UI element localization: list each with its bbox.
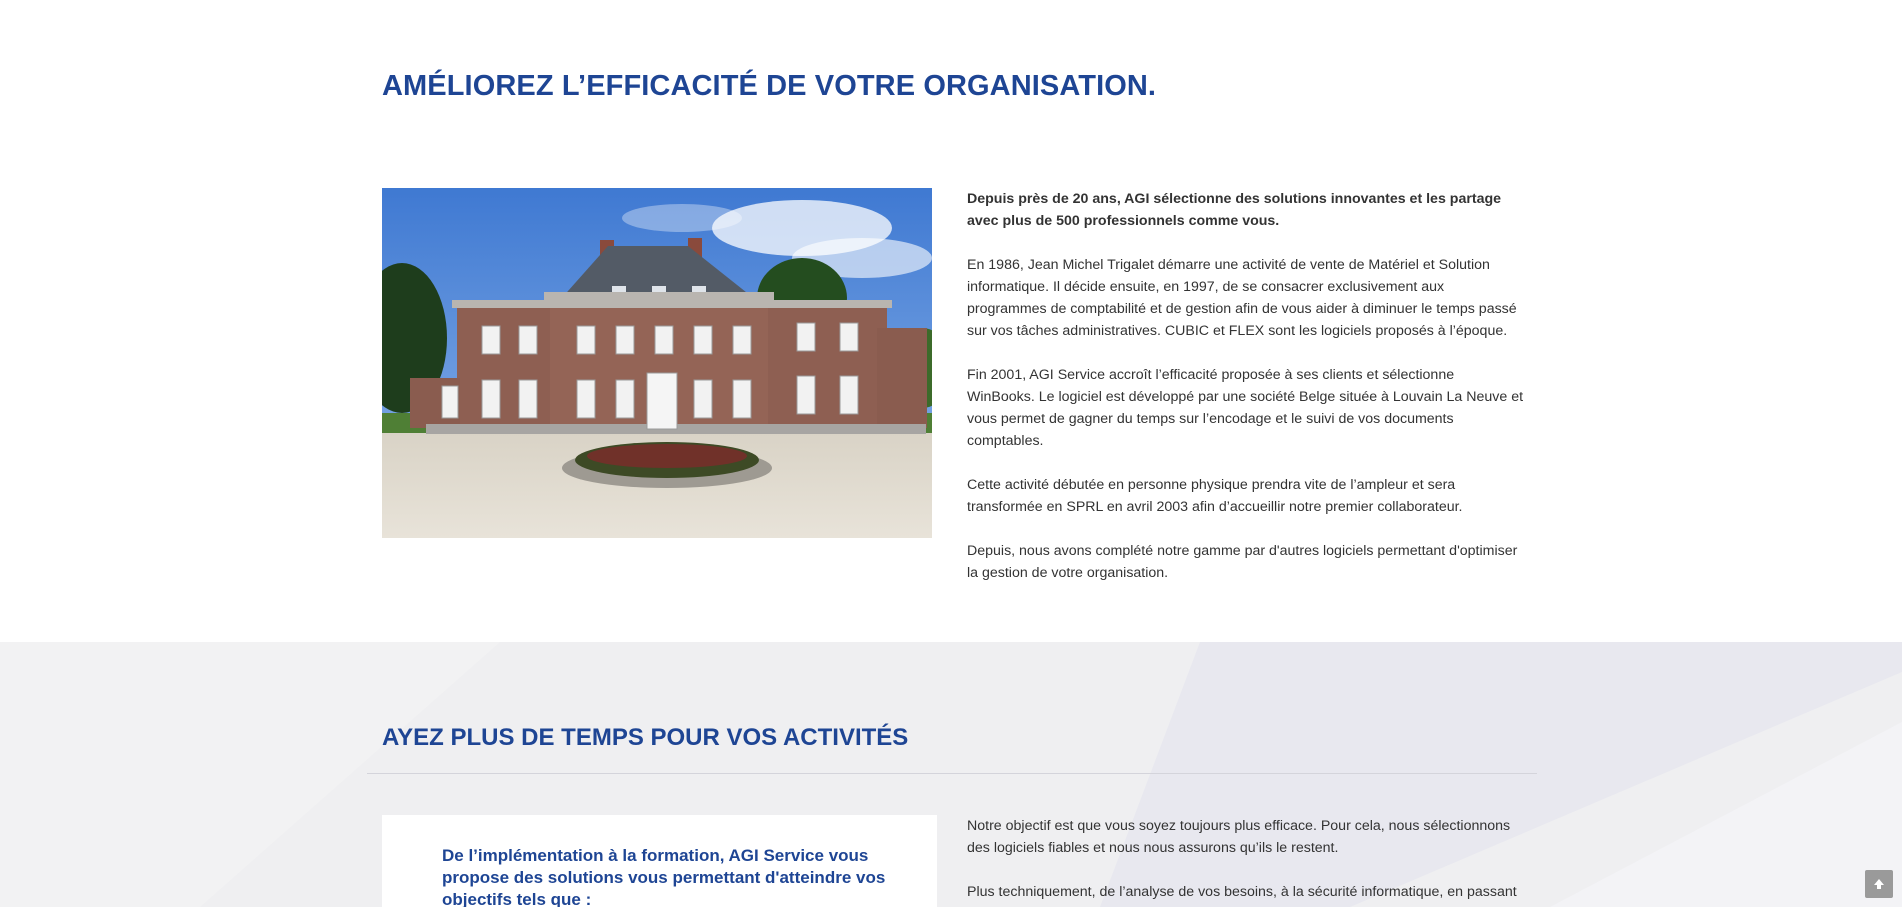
arrow-up-icon — [1872, 877, 1886, 891]
intro-paragraph-winbooks: Fin 2001, AGI Service accroît l’efficacité proposée à ses clients et sélectionne WinBooks. Le logiciel est développé par une société Belge située à Louvain La Neuve et vous permet de gagner du temps sur l’encodage et le suivi de vos documents comptables. — [967, 367, 1524, 449]
time-paragraph-technical: Plus techniquement, de l’analyse de vos besoins, à la sécurité informatique, en passant — [967, 884, 1517, 900]
objectives-card-title: De l’implémentation à la formation, AGI Service vous propose des solutions vous permettant d'atteindre vos objectifs tels que : — [442, 846, 886, 907]
intro-heading: AMÉLIOREZ L’EFFICACITÉ DE VOTRE ORGANISATION. — [382, 70, 1157, 102]
time-text-column — [967, 815, 1527, 907]
section-divider — [367, 773, 1537, 774]
time-paragraph-objective: Notre objectif est que vous soyez toujours plus efficace. Pour cela, nous sélectionnons des logiciels fiables et nous nous assurons qu’ils le restent. — [967, 818, 1511, 856]
intro-paragraph-range: Depuis, nous avons complété notre gamme par d'autres logiciels permettant d'optimiser la gestion de votre organisation. — [967, 543, 1518, 581]
time-heading: AYEZ PLUS DE TEMPS POUR VOS ACTIVITÉS — [382, 724, 909, 751]
company-building-photo — [382, 188, 932, 538]
scroll-to-top-button[interactable] — [1865, 870, 1893, 898]
intro-text-column — [967, 188, 1525, 606]
intro-paragraph-history: En 1986, Jean Michel Trigalet démarre une activité de vente de Matériel et Solution informatique. Il décide ensuite, en 1997, de se consacrer exclusivement aux programmes de comptabilité et de gestion afin de vous aider à diminuer le temps passé sur vos tâches administratives. CUBIC et FLEX sont les logiciels proposés à l’époque. — [967, 257, 1517, 339]
objectives-card — [382, 815, 937, 907]
intro-paragraph-sprl: Cette activité débutée en personne physique prendra vite de l’ampleur et sera transformée en SPRL en avril 2003 afin d’accueillir notre premier collaborateur. — [967, 477, 1463, 515]
time-section — [0, 642, 1902, 907]
intro-lead-paragraph: Depuis près de 20 ans, AGI sélectionne des solutions innovantes et les partage avec plus de 500 professionnels comme vous. — [967, 191, 1502, 229]
background-stripes — [0, 642, 1902, 907]
